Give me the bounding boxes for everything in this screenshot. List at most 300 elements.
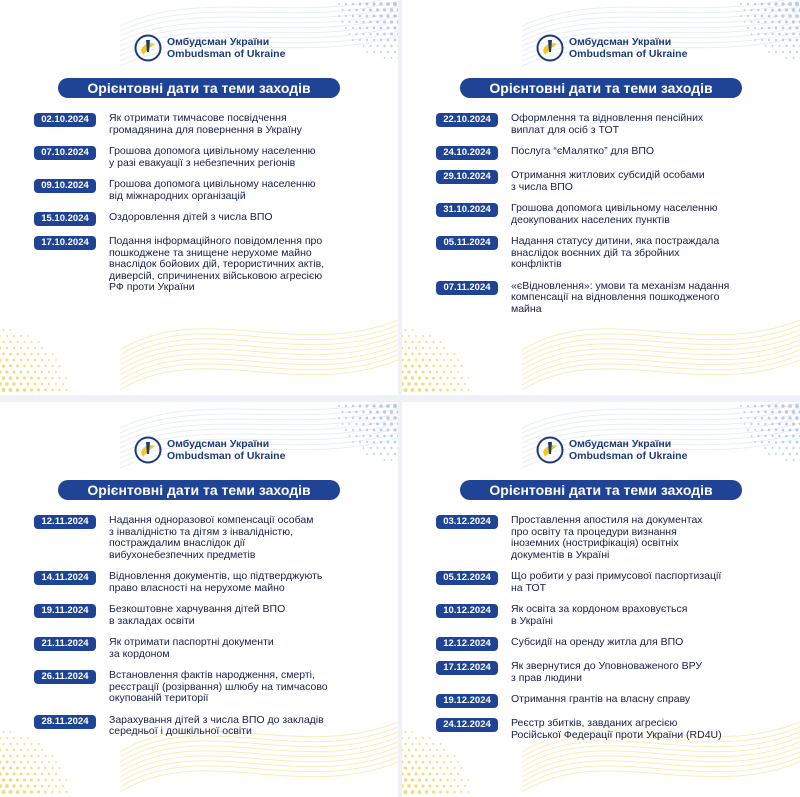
decorative-dot-yellow	[30, 388, 33, 391]
decorative-dot-blue	[761, 15, 764, 18]
event-list	[436, 113, 786, 325]
decorative-dot-yellow	[23, 388, 26, 391]
decorative-dot-yellow	[429, 773, 432, 776]
decorative-dot-yellow	[30, 365, 33, 368]
decorative-dot-yellow	[446, 377, 448, 379]
decorative-dot-yellow	[9, 388, 13, 392]
decorative-dot-blue	[362, 411, 365, 414]
decorative-dot-yellow	[5, 382, 9, 386]
decorative-dot-blue	[768, 39, 770, 41]
decorative-wave-yellow	[120, 320, 398, 350]
decorative-dot-yellow	[12, 772, 15, 775]
decorative-dot-yellow	[457, 761, 459, 763]
event-topic: Оформлення та відновлення пенсійних виплат для осіб з ТОТ	[511, 112, 704, 136]
decorative-dot-blue	[774, 2, 777, 5]
decorative-dot-yellow	[51, 779, 53, 781]
decorative-dot-yellow	[411, 341, 413, 343]
decorative-dot-yellow	[432, 377, 435, 380]
decorative-dot-blue	[747, 405, 749, 407]
decorative-dot-yellow	[468, 779, 470, 781]
decorative-dot-yellow	[425, 365, 428, 368]
decorative-dot-blue	[782, 453, 784, 455]
decorative-dot-blue	[786, 57, 788, 59]
decorative-dot-yellow	[404, 755, 407, 758]
decorative-dot-blue	[391, 57, 393, 59]
decorative-dot-yellow	[425, 388, 428, 391]
decorative-dot-blue	[345, 429, 347, 431]
decorative-dot-yellow	[23, 767, 26, 770]
event-date-badge: 05.11.2024	[436, 236, 498, 250]
decorative-dot-blue	[782, 27, 785, 30]
decorative-dot-blue	[761, 417, 764, 420]
decorative-dot-yellow	[432, 365, 435, 368]
decorative-dot-blue	[792, 447, 794, 449]
event-date-badge: 19.12.2024	[436, 694, 498, 708]
decorative-dot-blue	[352, 27, 354, 29]
decorative-dot-blue	[349, 33, 351, 35]
decorative-dot-blue	[345, 405, 347, 407]
ombudsman-logo	[134, 34, 285, 62]
decorative-dot-yellow	[415, 347, 417, 349]
decorative-dot-yellow	[414, 784, 417, 787]
decorative-wave-yellow	[522, 330, 800, 360]
decorative-dot-yellow	[38, 341, 40, 343]
decorative-dot-blue	[765, 45, 767, 47]
decorative-wave-yellow	[522, 325, 800, 355]
decorative-dot-yellow	[432, 767, 435, 770]
decorative-dot-yellow	[6, 737, 8, 739]
decorative-dot-yellow	[44, 779, 46, 781]
decorative-dot-blue	[757, 21, 759, 23]
decorative-dot-blue	[757, 423, 759, 425]
decorative-wave-yellow	[120, 355, 398, 385]
decorative-dot-blue	[380, 27, 383, 30]
decorative-wave-yellow	[120, 330, 398, 360]
decorative-dot-blue	[352, 429, 354, 431]
decorative-wave-yellow	[522, 757, 800, 787]
decorative-dot-yellow	[432, 755, 434, 757]
decorative-dot-blue	[369, 33, 371, 35]
decorative-dot-yellow	[425, 341, 427, 343]
event-topic: Отримання житлових субсидій особами з числа ВПО	[511, 169, 705, 193]
decorative-dot-blue	[772, 447, 774, 449]
decorative-dot-blue	[380, 453, 382, 455]
decorative-dot-blue	[376, 33, 378, 35]
decorative-dot-blue	[751, 21, 753, 23]
decorative-dot-yellow	[418, 743, 420, 745]
ombudsman-logo	[134, 436, 285, 464]
decorative-dot-yellow	[6, 749, 8, 751]
decorative-dot-blue	[764, 9, 767, 12]
decorative-dot-blue	[373, 39, 375, 41]
decorative-dot-yellow	[402, 347, 403, 350]
decorative-dot-yellow	[48, 359, 50, 361]
decorative-dot-yellow	[440, 341, 442, 343]
decorative-dot-blue	[782, 51, 784, 53]
decorative-dot-yellow	[41, 371, 43, 373]
decorative-dot-yellow	[20, 359, 23, 362]
decorative-dot-blue	[355, 423, 357, 425]
panel-title-banner: Орієнтовні дати та теми заходів	[460, 78, 742, 98]
decorative-dot-yellow	[405, 731, 407, 733]
decorative-dot-yellow	[454, 353, 456, 355]
decorative-wave-blue	[120, 403, 398, 433]
decorative-dot-yellow	[407, 772, 410, 775]
decorative-wave-yellow	[522, 340, 800, 370]
decorative-dot-yellow	[404, 364, 407, 367]
decorative-dot-yellow	[414, 772, 417, 775]
decorative-dot-blue	[387, 453, 389, 455]
decorative-dot-yellow	[418, 353, 421, 356]
decorative-dot-yellow	[439, 365, 441, 367]
decorative-wave-yellow	[120, 350, 398, 380]
decorative-dot-yellow	[6, 347, 8, 349]
decorative-dot-blue	[373, 441, 375, 443]
decorative-dot-blue	[383, 21, 386, 24]
decorative-dot-yellow	[20, 347, 22, 349]
decorative-dot-blue	[376, 435, 378, 437]
decorative-dot-yellow	[0, 358, 2, 361]
decorative-dot-blue	[774, 404, 777, 407]
decorative-dot-blue	[778, 45, 780, 47]
decorative-dot-yellow	[403, 388, 407, 392]
decorative-dot-yellow	[415, 335, 417, 337]
decorative-dot-blue	[751, 33, 753, 35]
decorative-wave-yellow	[120, 762, 398, 792]
decorative-dot-yellow	[402, 760, 404, 763]
decorative-wave-yellow	[522, 762, 800, 792]
event-row	[34, 670, 384, 705]
event-topic: Оздоровлення дітей з числа ВПО	[109, 211, 273, 223]
event-date-badge: 12.12.2024	[436, 637, 498, 651]
decorative-dot-yellow	[402, 335, 403, 337]
decorative-dot-yellow	[404, 341, 406, 343]
decorative-dot-yellow	[12, 784, 15, 787]
decorative-dot-blue	[359, 15, 362, 18]
decorative-dot-yellow	[453, 365, 455, 367]
event-topic: Безкоштовне харчування дітей ВПО в закладах освіти	[109, 603, 286, 627]
decorative-dot-yellow	[439, 377, 442, 380]
decorative-dot-yellow	[402, 358, 404, 361]
decorative-dot-yellow	[12, 382, 15, 385]
decorative-dot-yellow	[5, 784, 9, 788]
decorative-dot-yellow	[9, 364, 12, 367]
event-row	[34, 515, 384, 561]
decorative-dot-yellow	[433, 341, 435, 343]
event-topic: Подання інформаційного повідомлення про пошкоджене та знищене нерухоме майно внаслідок бойових дій, терористичних актів, диверсій, спричинених військовою агресією РФ проти України	[109, 235, 325, 293]
decorative-dot-yellow	[408, 761, 411, 764]
decorative-dot-yellow	[402, 749, 403, 752]
decorative-dot-blue	[369, 9, 372, 12]
decorative-dot-yellow	[10, 329, 12, 331]
decorative-dot-yellow	[414, 370, 417, 373]
decorative-dot-yellow	[460, 779, 462, 781]
decorative-dot-yellow	[433, 743, 435, 745]
decorative-dot-yellow	[5, 772, 8, 775]
decorative-dot-yellow	[23, 341, 25, 343]
event-topic: Надання одноразової компенсації особам з інвалідністю та дітям з інвалідністю, постраждалим внаслідок дії вибухонебезпечних предметів	[109, 514, 314, 561]
decorative-dot-yellow	[408, 347, 410, 349]
decorative-dot-blue	[366, 51, 368, 53]
decorative-dot-blue	[383, 447, 385, 449]
decorative-dot-yellow	[19, 382, 22, 385]
decorative-dot-blue	[793, 459, 795, 461]
decorative-dot-yellow	[447, 353, 449, 355]
decorative-dot-yellow	[447, 755, 449, 757]
decorative-dot-yellow	[439, 791, 442, 794]
decorative-wave-yellow	[120, 325, 398, 355]
decorative-dot-blue	[394, 441, 397, 444]
decorative-dot-blue	[792, 8, 796, 12]
decorative-dot-blue	[363, 45, 365, 47]
decorative-dot-blue	[789, 453, 791, 455]
event-row	[34, 113, 384, 136]
decorative-dot-yellow	[45, 755, 47, 757]
decorative-dot-yellow	[2, 376, 6, 380]
decorative-dot-yellow	[450, 785, 452, 787]
decorative-dot-yellow	[457, 773, 459, 775]
decorative-dot-blue	[788, 416, 791, 419]
decorative-dot-blue	[363, 447, 365, 449]
decorative-dot-yellow	[0, 370, 2, 373]
panel-divider-horizontal	[0, 395, 800, 402]
event-topic: Як освіта за кордоном враховується в Україні	[511, 603, 688, 627]
decorative-dot-yellow	[41, 359, 43, 361]
decorative-dot-yellow	[30, 377, 33, 380]
decorative-dot-yellow	[0, 784, 2, 788]
decorative-dot-yellow	[23, 743, 25, 745]
decorative-dot-yellow	[9, 353, 12, 356]
decorative-dot-yellow	[425, 743, 427, 745]
decorative-dot-yellow	[408, 335, 410, 337]
decorative-dot-yellow	[411, 743, 413, 745]
decorative-dot-yellow	[13, 749, 15, 751]
logo-line-ua: Омбудсман України	[569, 438, 672, 450]
decorative-dot-yellow	[404, 743, 406, 745]
decorative-dot-yellow	[19, 784, 22, 787]
decorative-dot-yellow	[402, 784, 404, 788]
decorative-dot-yellow	[20, 761, 23, 764]
decorative-dot-yellow	[418, 365, 421, 368]
decorative-dot-yellow	[402, 772, 404, 775]
decorative-dot-blue	[775, 51, 777, 53]
decorative-dot-yellow	[12, 370, 15, 373]
decorative-dot-yellow	[432, 388, 435, 391]
decorative-dot-yellow	[0, 335, 1, 337]
decorative-dot-blue	[387, 51, 389, 53]
decorative-dot-yellow	[0, 772, 2, 775]
decorative-dot-yellow	[30, 779, 33, 782]
panel-title-banner: Орієнтовні дати та теми заходів	[460, 480, 742, 500]
event-date-badge: 17.12.2024	[436, 661, 498, 675]
decorative-dot-blue	[338, 3, 340, 5]
decorative-dot-yellow	[429, 761, 431, 763]
decorative-dot-yellow	[450, 383, 452, 385]
logo-line-en: Ombudsman of Ukraine	[569, 450, 688, 462]
decorative-dot-yellow	[13, 347, 15, 349]
event-date-badge: 10.12.2024	[436, 604, 498, 618]
event-row	[436, 661, 786, 684]
decorative-dot-yellow	[27, 359, 29, 361]
decorative-dot-yellow	[23, 365, 26, 368]
decorative-dot-yellow	[425, 790, 428, 793]
decorative-dot-blue	[789, 51, 791, 53]
decorative-dot-blue	[793, 57, 795, 59]
decorative-dot-blue	[785, 447, 787, 449]
decorative-dot-yellow	[66, 791, 68, 793]
decorative-dot-yellow	[31, 743, 33, 745]
decorative-dot-blue	[397, 33, 398, 36]
decorative-dot-yellow	[30, 755, 32, 757]
decorative-dot-blue	[775, 441, 777, 443]
decorative-dot-yellow	[27, 371, 30, 374]
decorative-dot-yellow	[9, 755, 12, 758]
decorative-dot-blue	[772, 45, 774, 47]
decorative-dot-yellow	[16, 743, 18, 745]
decorative-dot-blue	[380, 51, 382, 53]
decorative-dot-yellow	[439, 353, 441, 355]
decorative-dot-blue	[747, 27, 749, 29]
decorative-dot-yellow	[418, 388, 422, 392]
decorative-dot-yellow	[422, 371, 425, 374]
decorative-dot-yellow	[443, 359, 445, 361]
event-topic: Що робити у разі примусової паспортизації на ТОТ	[511, 570, 722, 594]
event-date-badge: 15.10.2024	[34, 212, 96, 226]
decorative-dot-yellow	[20, 749, 22, 751]
event-list	[436, 515, 786, 751]
decorative-dot-blue	[386, 14, 389, 17]
decorative-dot-yellow	[34, 773, 37, 776]
decorative-dot-yellow	[44, 389, 47, 392]
decorative-dot-yellow	[436, 383, 439, 386]
event-date-badge: 21.11.2024	[34, 637, 96, 651]
event-row	[34, 715, 384, 738]
decorative-dot-yellow	[432, 790, 435, 793]
decorative-dot-yellow	[0, 749, 1, 752]
event-date-badge: 09.10.2024	[34, 179, 96, 193]
decorative-dot-blue	[771, 33, 773, 35]
event-topic: Як звернутися до Уповноваженого ВРУ з прав людини	[511, 660, 703, 684]
decorative-dot-yellow	[422, 749, 424, 751]
decorative-wave-yellow	[120, 360, 398, 390]
decorative-dot-yellow	[27, 737, 29, 739]
decorative-dot-yellow	[421, 382, 424, 385]
decorative-dot-yellow	[34, 383, 37, 386]
decorative-dot-yellow	[460, 791, 462, 793]
decorative-dot-yellow	[429, 335, 431, 337]
decorative-dot-yellow	[55, 371, 57, 373]
event-date-badge: 05.12.2024	[436, 571, 498, 585]
decorative-dot-yellow	[443, 785, 446, 788]
decorative-dot-yellow	[429, 371, 432, 374]
decorative-dot-yellow	[461, 365, 463, 367]
decorative-dot-yellow	[41, 383, 44, 386]
decorative-dot-yellow	[407, 382, 411, 386]
decorative-dot-blue	[782, 429, 785, 432]
decorative-dot-blue	[771, 9, 774, 12]
event-row	[436, 604, 786, 627]
decorative-dot-blue	[349, 423, 351, 425]
event-row	[436, 236, 786, 271]
event-row	[34, 571, 384, 594]
decorative-dot-yellow	[27, 347, 29, 349]
decorative-dot-yellow	[415, 737, 417, 739]
event-topic: Субсидії на оренду житла для ВПО	[511, 636, 684, 648]
event-topic: Отримання грантів на власну справу	[511, 693, 691, 705]
decorative-dot-yellow	[9, 766, 12, 769]
decorative-dot-blue	[355, 21, 357, 23]
decorative-dot-yellow	[13, 737, 15, 739]
decorative-dot-yellow	[418, 778, 421, 781]
decorative-dot-blue	[796, 51, 798, 53]
decorative-dot-yellow	[62, 785, 64, 787]
decorative-dot-blue	[394, 39, 397, 42]
decorative-wave-yellow	[522, 335, 800, 365]
decorative-dot-yellow	[16, 388, 20, 392]
decorative-dot-blue	[372, 2, 375, 5]
event-row	[34, 146, 384, 169]
decorative-dot-yellow	[34, 347, 36, 349]
decorative-dot-yellow	[457, 371, 459, 373]
event-date-badge: 07.11.2024	[436, 281, 498, 295]
decorative-dot-yellow	[9, 778, 13, 782]
decorative-dot-blue	[754, 429, 756, 431]
decorative-dot-yellow	[37, 767, 39, 769]
decorative-wave-yellow	[522, 350, 800, 380]
decorative-dot-yellow	[468, 791, 470, 793]
decorative-dot-yellow	[0, 382, 2, 386]
decorative-dot-yellow	[411, 766, 414, 769]
logo-line-en: Ombudsman of Ukraine	[569, 48, 688, 60]
decorative-dot-yellow	[418, 790, 422, 794]
decorative-dot-blue	[390, 45, 392, 47]
decorative-dot-yellow	[66, 389, 68, 391]
decorative-dot-yellow	[51, 377, 53, 379]
decorative-dot-blue	[796, 441, 799, 444]
decorative-wave-yellow	[120, 747, 398, 777]
decorative-dot-yellow	[34, 785, 37, 788]
decorative-dot-yellow	[436, 785, 439, 788]
event-date-badge: 28.11.2024	[34, 715, 96, 729]
event-date-badge: 24.12.2024	[436, 718, 498, 732]
event-row	[436, 694, 786, 708]
decorative-dot-yellow	[436, 359, 438, 361]
decorative-wave-yellow	[522, 752, 800, 782]
decorative-dot-blue	[390, 447, 392, 449]
decorative-dot-blue	[394, 453, 396, 455]
decorative-dot-yellow	[58, 791, 60, 793]
decorative-dot-blue	[349, 21, 351, 23]
decorative-dot-yellow	[2, 778, 6, 782]
event-row	[34, 179, 384, 202]
decorative-dot-yellow	[404, 766, 407, 769]
decorative-dot-yellow	[428, 784, 431, 787]
decorative-wave-yellow	[120, 757, 398, 787]
decorative-dot-yellow	[422, 347, 424, 349]
decorative-dot-blue	[359, 417, 362, 420]
decorative-dot-blue	[376, 447, 378, 449]
decorative-dot-yellow	[425, 376, 428, 379]
event-date-badge: 29.10.2024	[436, 170, 498, 184]
decorative-dot-blue	[380, 429, 383, 432]
decorative-dot-yellow	[464, 785, 466, 787]
decorative-dot-blue	[383, 45, 385, 47]
decorative-dot-yellow	[13, 761, 16, 764]
decorative-dot-yellow	[37, 377, 40, 380]
decorative-dot-yellow	[2, 364, 5, 367]
event-date-badge: 14.11.2024	[34, 571, 96, 585]
decorative-dot-yellow	[34, 761, 36, 763]
